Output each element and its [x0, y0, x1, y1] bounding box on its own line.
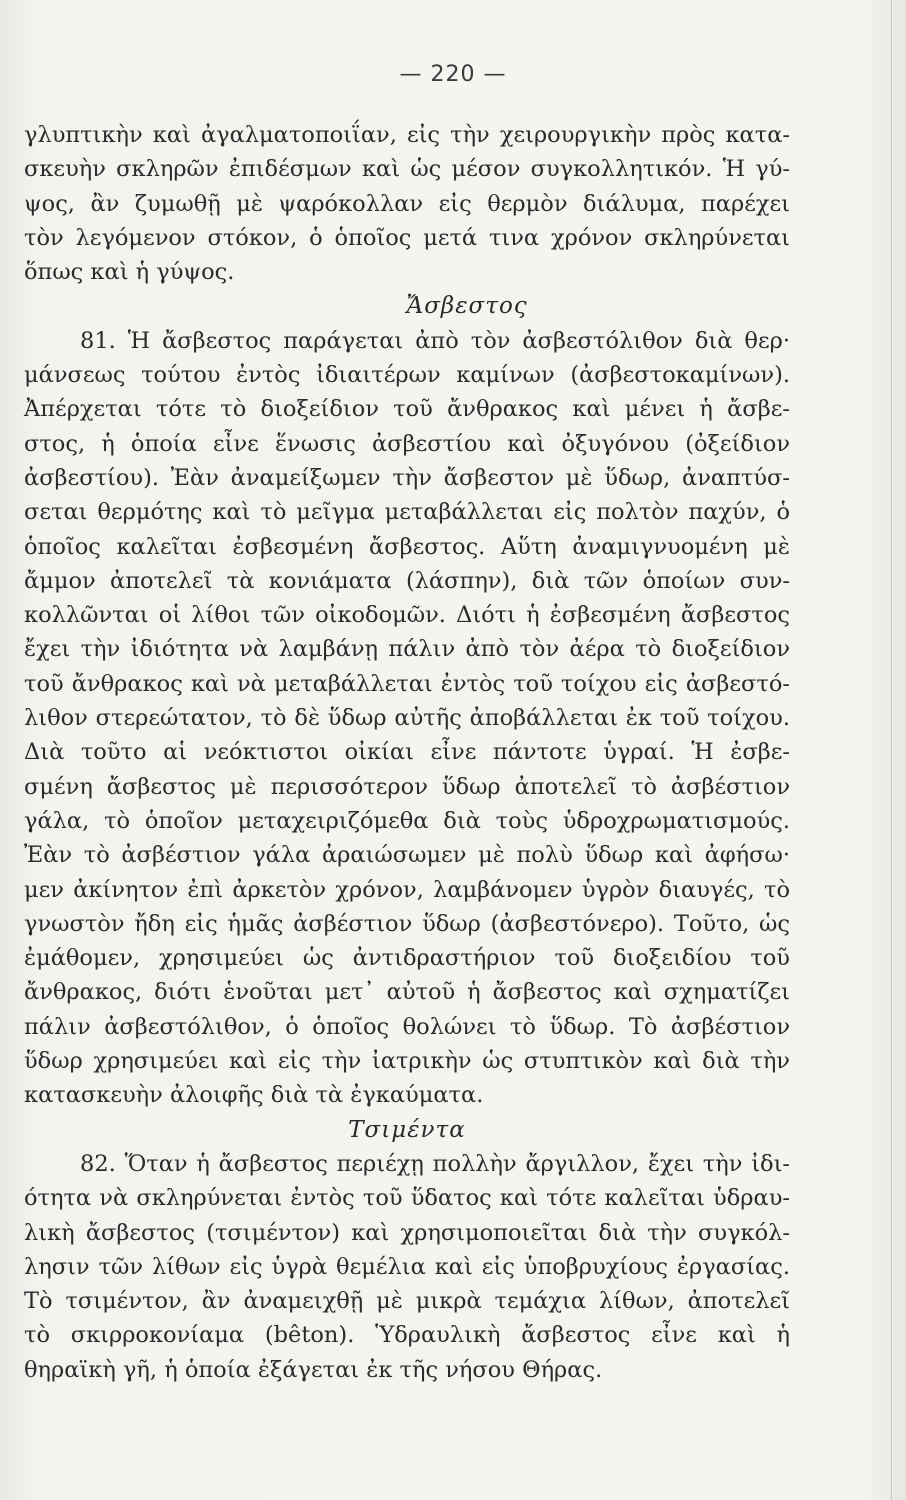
text-line: ἀσβεστίου). Ἐὰν ἀναμείξωμεν τὴν ἄσβεστον μὲ ὕδωρ, ἀναπτύσ- [24, 464, 790, 491]
text-line: κολλῶνται οἱ λίθοι τῶν οἰκοδομῶν. Διότι ἡ ἐσβεσμένη ἄσβεστος [24, 602, 790, 629]
text-line: θηραϊκὴ γῆ, ἡ ὁποία ἐξάγεται ἐκ τῆς νήσου Θήρας. [24, 1356, 603, 1383]
text-line: λικὴ ἄσβεστος (τσιμέντον) καὶ χρησιμοποιεῖται διὰ τὴν συγκόλ- [24, 1219, 790, 1246]
text-line: ὕδωρ χρησιμεύει καὶ εἰς τὴν ἰατρικὴν ὡς στυπτικὸν καὶ διὰ τὴν [24, 1048, 790, 1075]
text-line: Ἐὰν τὸ ἀσβέστιον γάλα ἀραιώσωμεν μὲ πολὺ ὕδωρ καὶ ἀφήσω· [24, 842, 790, 869]
text-line: σεται θερμότης καὶ τὸ μεῖγμα μεταβάλλεται εἰς πολτὸν παχύν, ὁ [24, 499, 790, 526]
text-line: λιθον στερεώτατον, τὸ δὲ ὕδωρ αὐτῆς ἀποβάλλεται ἐκ τοῦ τοίχου. [24, 705, 790, 732]
text-line: γάλα, τὸ ὁποῖον μεταχειριζόμεθα διὰ τοὺς ὑδροχρωματισμούς. [24, 807, 790, 834]
text-line: κατασκευὴν ἀλοιφῆς διὰ τὰ ἐγκαύματα. [24, 1082, 484, 1109]
section-heading-tsimenta: Τσιμέντα [348, 1116, 466, 1143]
text-line: ότητα νὰ σκληρύνεται ἐντὸς τοῦ ὕδατος καὶ τότε καλεῖται ὑδραυ- [24, 1185, 790, 1212]
text-line: ψος, ἂν ζυμωθῇ μὲ ψαρόκολλαν εἰς θερμὸν διάλυμα, παρέχει [24, 190, 790, 217]
text-line: Ἀπέρχεται τότε τὸ διοξείδιον τοῦ ἄνθρακος καὶ μένει ἡ ἄσβε- [24, 396, 790, 423]
text-line: ἐμάθομεν, χρησιμεύει ὡς ἀντιδραστήριον τοῦ διοξειδίου τοῦ [24, 945, 790, 972]
text-line: σκευὴν σκληρῶν ἐπιδέσμων καὶ ὡς μέσον συγκολλητικόν. Ἡ γύ- [24, 156, 790, 183]
text-line: Τὸ τσιμέντον, ἂν ἀναμειχθῇ μὲ μικρὰ τεμάχια λίθων, ἀποτελεῖ [24, 1288, 790, 1315]
text-line: πάλιν ἀσβεστόλιθον, ὁ ὁποῖος θολώνει τὸ ὕδωρ. Τὸ ἀσβέστιον [24, 1013, 790, 1040]
text-line: λησιν τῶν λίθων εἰς ὑγρὰ θεμέλια καὶ εἰς ὑποβρυχίους ἐργασίας. [24, 1253, 790, 1280]
text-line: γνωστὸν ἤδη εἰς ἡμᾶς ἀσβέστιον ὕδωρ (ἀσβεστόνερο). Τοῦτο, ὡς [24, 910, 790, 937]
text-line: μάνσεως τούτου ἐντὸς ἰδιαιτέρων καμίνων (ἀσβεστοκαμίνων). [24, 362, 790, 389]
text-line: τὸ σκιρροκονίαμα (bêton). Ὑδραυλικὴ ἄσβεστος εἶνε καὶ ἡ [24, 1322, 790, 1349]
body-text [24, 118, 790, 1387]
text-line: τοῦ ἄνθρακος καὶ νὰ μεταβάλλεται ἐντὸς τοῦ τοίχου εἰς ἀσβεστό- [24, 670, 790, 697]
text-line: Διὰ τοῦτο αἱ νεόκτιστοι οἰκίαι εἶνε πάντοτε ὑγραί. Ἡ ἐσβε- [24, 739, 790, 766]
text-line: στος, ἡ ὁποία εἶνε ἕνωσις ἀσβεστίου καὶ ὀξυγόνου (ὀξείδιον [24, 430, 790, 457]
text-line: ἄνθρακος, διότι ἑνοῦται μετ᾽ αὐτοῦ ἡ ἄσβεστος καὶ σχηματίζει [24, 979, 790, 1006]
page-edge [891, 0, 892, 1500]
text-line: γλυπτικὴν καὶ ἀγαλματοποιΐαν, εἰς τὴν χειρουργικὴν πρὸς κατα- [24, 122, 790, 148]
text-line: σμένη ἄσβεστος μὲ περισσότερον ὕδωρ ἀποτελεῖ τὸ ἀσβέστιον [24, 773, 790, 800]
text-line: 82. Ὅταν ἡ ἄσβεστος περιέχῃ πολλὴν ἄργιλλον, ἔχει τὴν ἰδι- [80, 1150, 790, 1177]
text-line: ὅπως καὶ ἡ γύψος. [24, 259, 235, 286]
text-line: ἔχει τὴν ἰδιότητα νὰ λαμβάνῃ πάλιν ἀπὸ τὸν ἀέρα τὸ διοξείδιον [24, 636, 790, 663]
section-heading-asvestos: Ἄσβεστος [406, 293, 528, 320]
text-line: τὸν λεγόμενον στόκον, ὁ ὁποῖος μετά τινα χρόνον σκληρύνεται [24, 224, 790, 251]
text-line: ὁποῖος καλεῖται ἐσβεσμένη ἄσβεστος. Αὕτη ἀναμιγνυομένη μὲ [24, 533, 790, 560]
page-number: — 220 — [399, 62, 507, 87]
text-line: ἄμμον ἀποτελεῖ τὰ κονιάματα (λάσπην), διὰ τῶν ὁποίων συν- [24, 567, 790, 594]
text-line: μεν ἀκίνητον ἐπὶ ἀρκετὸν χρόνον, λαμβάνομεν ὑγρὸν διαυγές, τὸ [24, 876, 790, 903]
text-line: 81. Ἡ ἄσβεστος παράγεται ἀπὸ τὸν ἀσβεστόλιθον διὰ θερ· [80, 327, 790, 354]
